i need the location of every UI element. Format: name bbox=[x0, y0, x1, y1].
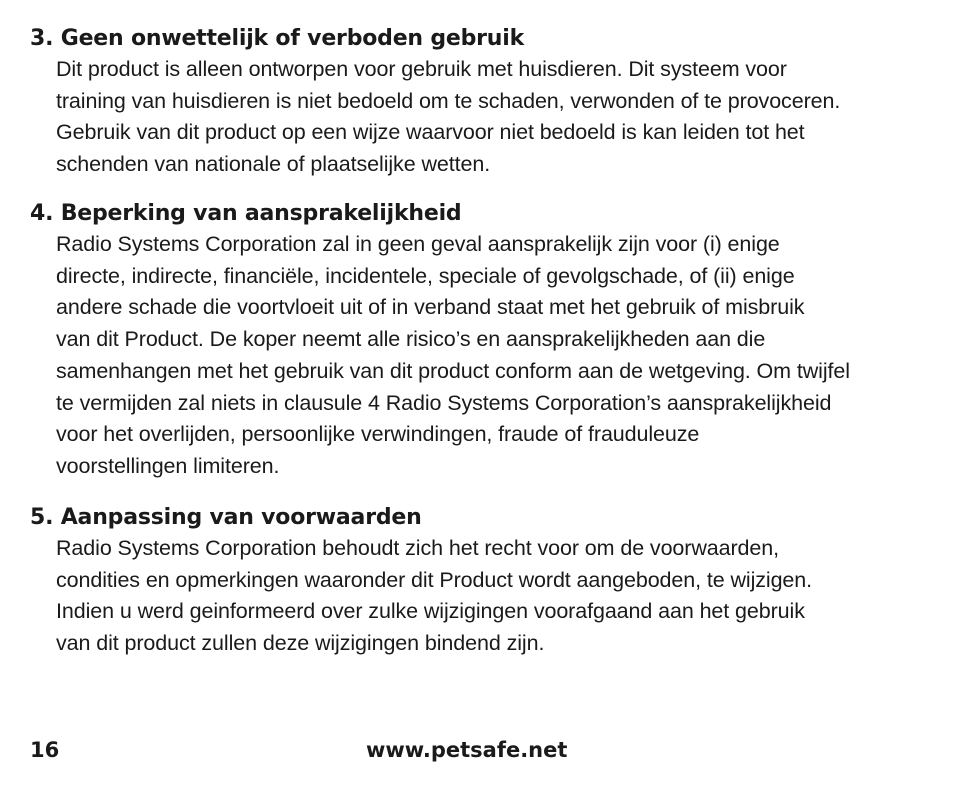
section-heading: 4. Beperking van aansprakelijkheid bbox=[30, 201, 462, 226]
section-body bbox=[56, 54, 926, 181]
section-unlawful-use bbox=[30, 26, 930, 181]
paragraph-line: Radio Systems Corporation zal in geen geval aansprakelijk zijn voor (i) enige bbox=[56, 232, 780, 256]
section-terms-modification bbox=[30, 505, 930, 660]
section-heading: 3. Geen onwettelijk of verboden gebruik bbox=[30, 26, 525, 51]
section-body bbox=[56, 533, 926, 660]
paragraph-line: te vermijden zal niets in clausule 4 Radio Systems Corporation’s aansprakelijkheid bbox=[56, 390, 832, 415]
paragraph-line: voor het overlijden, persoonlijke verwindingen, fraude of frauduleuze bbox=[56, 422, 700, 447]
paragraph-line: schenden van nationale of plaatselijke wetten. bbox=[56, 152, 491, 177]
paragraph-line: Gebruik van dit product op een wijze waarvoor niet bedoeld is kan leiden tot het bbox=[56, 120, 805, 145]
paragraph-line: voorstellingen limiteren. bbox=[56, 453, 280, 478]
paragraph-line: van dit Product. De koper neemt alle risico’s en aansprakelijkheden aan die bbox=[56, 327, 766, 352]
page-number: 16 bbox=[30, 738, 60, 762]
paragraph-line: directe, indirecte, financiële, incidentele, speciale of gevolgschade, of (ii) enige bbox=[56, 263, 795, 288]
paragraph-line: van dit product zullen deze wijzigingen bindend zijn. bbox=[56, 631, 545, 656]
paragraph-line: samenhangen met het gebruik van dit product conform aan de wetgeving. Om twijfel bbox=[56, 358, 850, 383]
paragraph-line: condities en opmerkingen waaronder dit Product wordt aangeboden, te wijzigen. bbox=[56, 567, 813, 592]
paragraph-line: andere schade die voortvloeit uit of in verband staat met het gebruik of misbruik bbox=[56, 295, 805, 320]
paragraph-line: Dit product is alleen ontworpen voor gebruik met huisdieren. Dit systeem voor bbox=[56, 57, 787, 81]
section-heading: 5. Aanpassing van voorwaarden bbox=[30, 505, 422, 530]
section-liability bbox=[30, 201, 930, 483]
section-body bbox=[56, 229, 926, 483]
paragraph-line: training van huisdieren is niet bedoeld om te schaden, verwonden of te provoceren. bbox=[56, 88, 841, 113]
paragraph-line: Indien u werd geinformeerd over zulke wijzigingen voorafgaand aan het gebruik bbox=[56, 599, 805, 624]
paragraph-line: Radio Systems Corporation behoudt zich het recht voor om de voorwaarden, bbox=[56, 536, 779, 560]
footer-url: www.petsafe.net bbox=[366, 738, 568, 762]
